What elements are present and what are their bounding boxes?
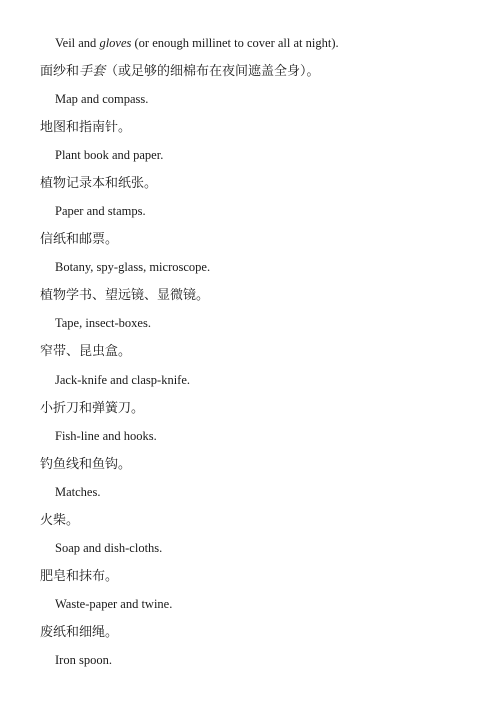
english-line: Map and compass. — [55, 92, 149, 106]
english-line: Paper and stamps. — [55, 204, 146, 218]
english-line: Jack-knife and clasp-knife. — [55, 373, 191, 387]
english-line: Iron spoon. — [55, 653, 112, 667]
chinese-text: 面纱和 — [40, 64, 80, 79]
chinese-line: 植物学书、望远镜、显微镜。 — [40, 288, 210, 303]
chinese-line: 窄带、昆虫盒。 — [40, 344, 132, 359]
chinese-line: 肥皂和抹布。 — [40, 569, 119, 584]
chinese-line: 废纸和细绳。 — [40, 625, 119, 640]
chinese-line: 信纸和邮票。 — [40, 232, 119, 247]
english-line: Plant book and paper. — [55, 148, 164, 162]
chinese-line — [40, 63, 320, 81]
italic-word: gloves — [99, 36, 132, 50]
english-line: Tape, insect-boxes. — [55, 316, 151, 330]
english-line: Botany, spy-glass, microscope. — [55, 260, 211, 274]
chinese-line: 火柴。 — [40, 513, 80, 528]
english-text: Veil and — [55, 36, 100, 50]
english-line: Matches. — [55, 485, 101, 499]
chinese-line: 地图和指南针。 — [40, 120, 132, 135]
chinese-line: 小折刀和弹簧刀。 — [40, 401, 145, 416]
english-text: (or enough millinet to cover all at night). — [131, 36, 339, 50]
chinese-line: 植物记录本和纸张。 — [40, 176, 158, 191]
english-line — [55, 35, 339, 51]
english-line: Fish-line and hooks. — [55, 429, 157, 443]
english-line: Soap and dish-cloths. — [55, 541, 163, 555]
chinese-line: 钓鱼线和鱼钩。 — [40, 457, 132, 472]
english-line: Waste-paper and twine. — [55, 597, 173, 611]
italic-word: 手套 — [79, 64, 106, 79]
chinese-text: （或足够的细棉布在夜间遮盖全身）。 — [105, 64, 320, 79]
